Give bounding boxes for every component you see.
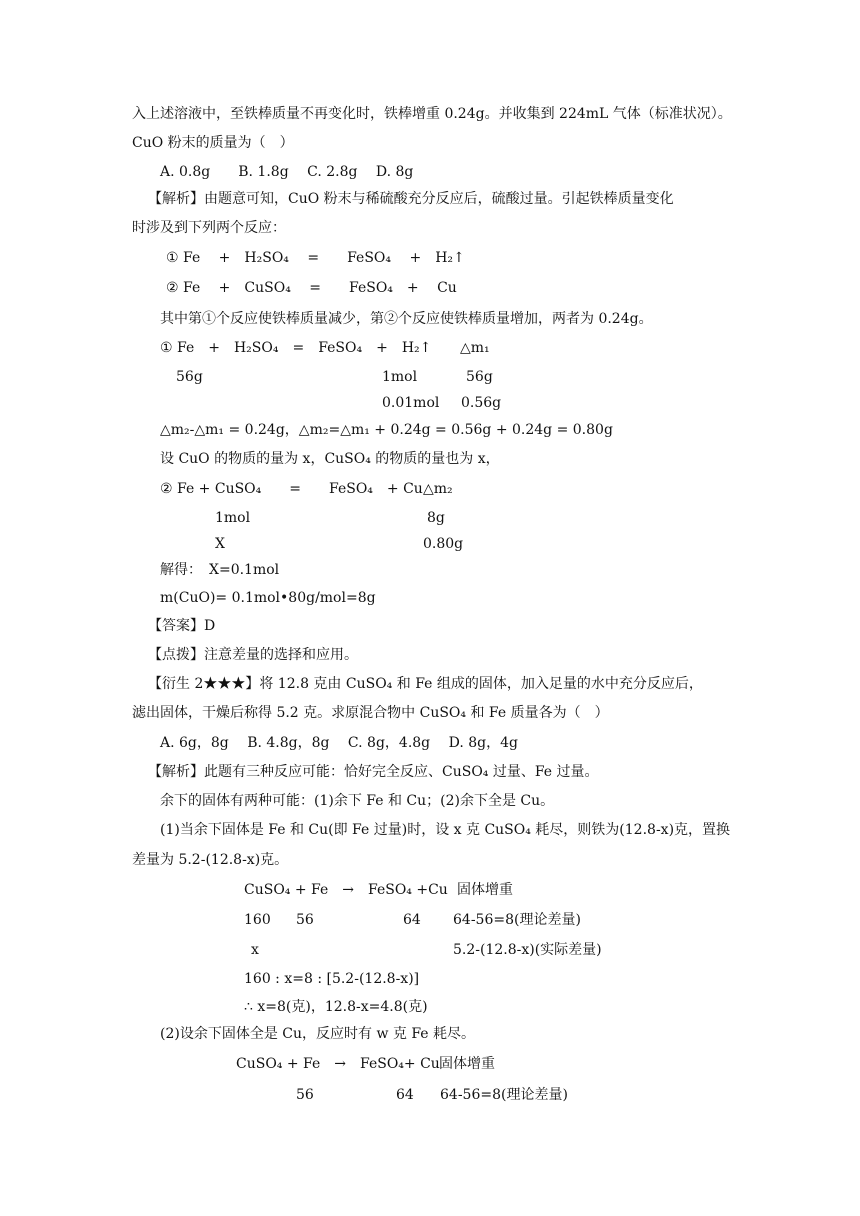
calc-value: 0.01mol: [382, 395, 440, 411]
calc-value: 0.56g: [461, 395, 502, 411]
column-header: 固体增重: [439, 1056, 495, 1072]
calc-value: 64-56=8(理论差量): [440, 1087, 568, 1103]
calc-value: X: [215, 536, 225, 552]
equation-2-calc: ② Fe + CuSO₄ = FeSO₄ + Cu: [160, 481, 423, 497]
delta-m1-label: △m₁: [460, 340, 490, 356]
text-line: 设 CuO 的物质的量为 x，CuSO₄ 的物质的量也为 x，: [160, 451, 500, 467]
calc-value: 1mol: [382, 369, 418, 385]
text-line: (1)当余下固体是 Fe 和 Cu(即 Fe 过量)时，设 x 克 CuSO₄ 耗尽，则铁为(12.8-x)克，置换: [160, 822, 731, 838]
equation-1: ① Fe + H₂SO₄ = FeSO₄ + H₂↑: [166, 250, 465, 266]
text-line: 时涉及到下列两个反应：: [132, 220, 286, 236]
tip-line: 【点拨】注意差量的选择和应用。: [148, 647, 358, 663]
equation-2: ② Fe + CuSO₄ = FeSO₄ + Cu: [166, 280, 457, 296]
text-line: (2)设余下固体全是 Cu，反应时有 w 克 Fe 耗尽。: [160, 1026, 476, 1042]
answer-options: A. 0.8g B. 1.8g C. 2.8g D. 8g: [160, 164, 414, 180]
calc-value: 64: [396, 1087, 414, 1103]
calc-value: 56: [296, 1087, 314, 1103]
calc-value: 56g: [466, 369, 493, 385]
reaction-equation: CuSO₄ + Fe → FeSO₄+ Cu: [236, 1056, 440, 1072]
solution-line: 160 : x=8 : [5.2-(12.8-x)]: [244, 971, 420, 987]
calc-value: 160: [244, 912, 271, 928]
calc-value: x: [251, 942, 259, 958]
analysis-line: 【解析】此题有三种反应可能：恰好完全反应、CuSO₄ 过量、Fe 过量。: [148, 764, 599, 780]
equation-1-calc: ① Fe + H₂SO₄ = FeSO₄ + H₂↑: [160, 340, 432, 356]
calc-value: 64-56=8(理论差量): [453, 912, 581, 928]
text-line: 入上述溶液中，至铁棒质量不再变化时，铁棒增重 0.24g。并收集到 224mL 气体（标准状况）。: [132, 106, 732, 122]
solution-line: 解得： X=0.1mol: [160, 562, 280, 578]
analysis-line: 【解析】由题意可知，CuO 粉末与稀硫酸充分反应后，硫酸过量。引起铁棒质量变化: [148, 191, 674, 207]
calc-value: 56: [296, 912, 314, 928]
answer-options: A. 6g，8g B. 4.8g，8g C. 8g，4.8g D. 8g，4g: [160, 735, 518, 751]
reaction-equation: CuSO₄ + Fe → FeSO₄ +Cu: [244, 882, 448, 898]
calc-value: 64: [403, 912, 421, 928]
solution-line: ∴ x=8(克)，12.8-x=4.8(克): [244, 999, 428, 1015]
calc-value: 0.80g: [423, 536, 464, 552]
question-stem: 【衍生 2★★★】将 12.8 克由 CuSO₄ 和 Fe 组成的固体，加入足量的水中充分反应后，: [148, 676, 703, 692]
delta-m2-label: △m₂: [423, 481, 453, 497]
calc-value: 8g: [427, 510, 445, 526]
column-header: 固体增重: [457, 882, 513, 898]
question-stem: CuO 粉末的质量为（ ）: [132, 135, 294, 151]
solution-line: m(CuO)= 0.1mol•80g/mol=8g: [160, 590, 376, 606]
text-line: 滤出固体，干燥后称得 5.2 克。求原混合物中 CuSO₄ 和 Fe 质量各为（ ）: [132, 705, 609, 721]
answer-line: 【答案】D: [148, 618, 216, 634]
delta-equation: △m₂-△m₁ = 0.24g，△m₂=△m₁ + 0.24g = 0.56g + 0.24g = 0.80g: [160, 422, 613, 438]
calc-value: 56g: [176, 369, 203, 385]
text-line: 余下的固体有两种可能：(1)余下 Fe 和 Cu；(2)余下全是 Cu。: [160, 793, 555, 809]
text-line: 其中第①个反应使铁棒质量减少，第②个反应使铁棒质量增加，两者为 0.24g。: [160, 311, 653, 327]
calc-value: 1mol: [215, 510, 251, 526]
text-line: 差量为 5.2-(12.8-x)克。: [132, 852, 289, 868]
calc-value: 5.2-(12.8-x)(实际差量): [453, 942, 602, 958]
